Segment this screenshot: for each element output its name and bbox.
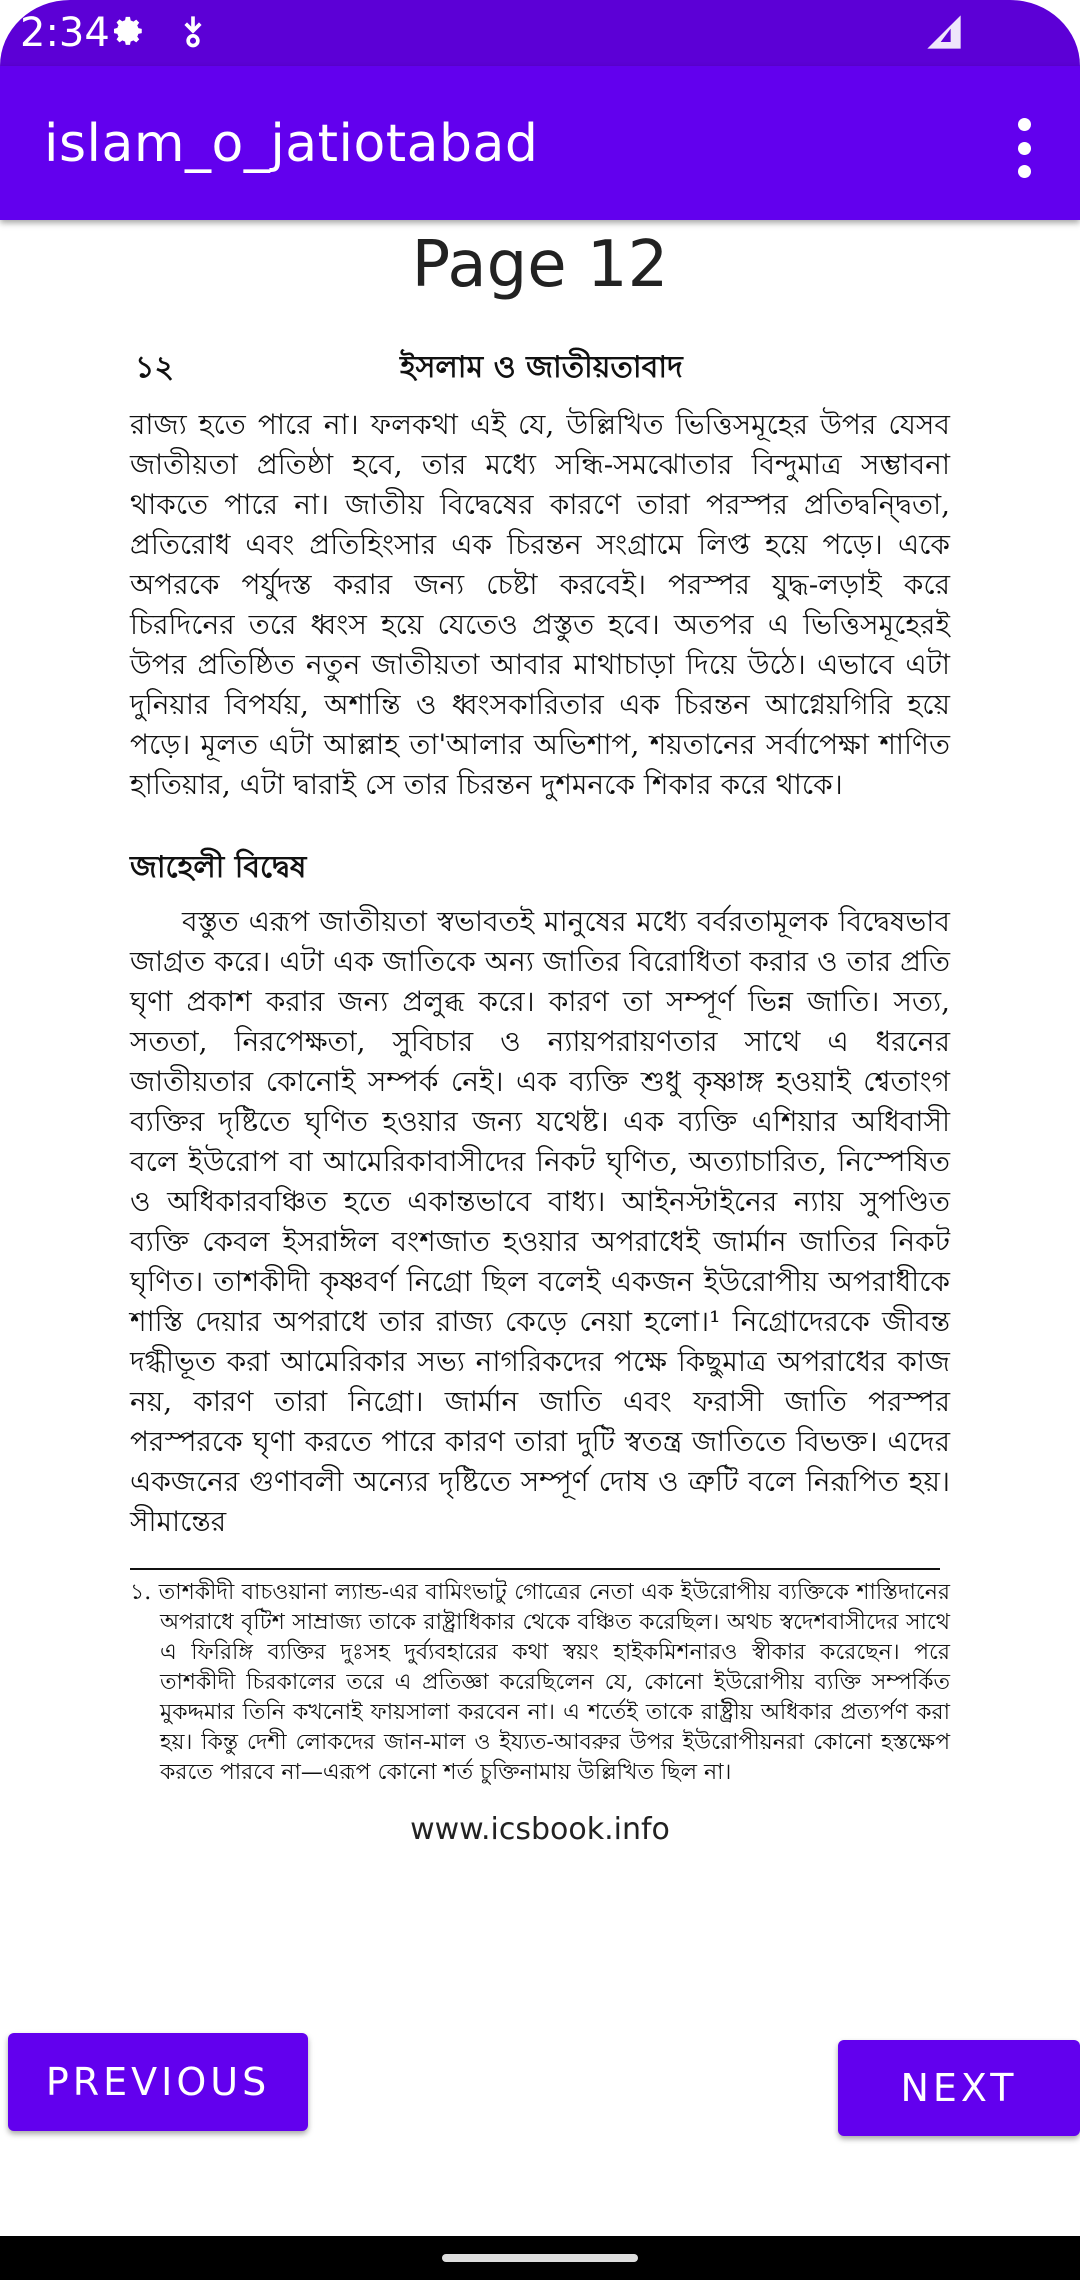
scan-header — [130, 335, 950, 385]
status-time: 2:34 — [20, 10, 110, 56]
next-button[interactable]: NEXT — [838, 2040, 1080, 2136]
app-bar — [0, 66, 1080, 220]
page-title: Page 12 — [411, 228, 669, 302]
paragraph-1: রাজ্য হতে পারে না। ফলকথা এই যে, উল্লিখিত ভিত্তিসমূহের উপর যেসব জাতীয়তা প্রতিষ্ঠা হবে, তার মধ্যে সন্ধি-সমঝোতার বিন্দুমাত্র সম্ভাবনা থাকতে পারে না। জাতীয় বিদ্বেষের কারণে তারা পরস্পর প্রতিদ্বন্দ্বিতা, প্রতিরোধ এবং প্রতিহিংসার এক চিরন্তন সংগ্রামে লিপ্ত হয়ে পড়ে। একে অপরকে পর্যুদস্ত করার জন্য চেষ্টা করবেই। পরস্পর যুদ্ধ-লড়াই করে চিরদিনের তরে ধ্বংস হয়ে যেতেও প্রস্তুত হবে। অতপর এ ভিত্তিসমূহেরই উপর প্রতিষ্ঠিত নতুন জাতীয়তা আবার মাথাচাড়া দিয়ে উঠে। এভাবে এটা দুনিয়ার বিপর্যয়, অশান্তি ও ধ্বংসকারিতার এক চিরন্তন আগ্নেয়গিরি হয়ে পড়ে। মূলত এটা আল্লাহ তা'আলার অভিশাপ, শয়তানের সর্বাপেক্ষা শাণিত হাতিয়ার, এটা দ্বারাই সে তার চিরন্তন দুশমনকে শিকার করে থাকে। — [130, 408, 950, 801]
paragraph-2: বস্তুত এরূপ জাতীয়তা স্বভাবতই মানুষের মধ্যে বর্বরতামূলক বিদ্বেষভাব জাগ্রত করে। এটা এক জাতিকে অন্য জাতির বিরোধিতা করার ও তার প্রতি ঘৃণা প্রকাশ করার জন্য প্রলুব্ধ করে। কারণ তা সম্পূর্ণ ভিন্ন জাতি। সত্য, সততা, নিরপেক্ষতা, সুবিচার ও ন্যায়পরায়ণতার সাথে এ ধরনের জাতীয়তার কোনোই সম্পর্ক নেই। এক ব্যক্তি শুধু কৃষ্ণাঙ্গ হওয়াই শ্বেতাংগ ব্যক্তির দৃষ্টিতে ঘৃণিত হওয়ার জন্য যথেষ্ট। এক ব্যক্তি এশিয়ার অধিবাসী বলে ইউরোপ বা আমেরিকাবাসীদের নিকট ঘৃণিত, অত্যাচারিত, নিস্পেষিত ও অধিকারবঞ্চিত হতে একান্তভাবে বাধ্য। আইনস্টাইনের ন্যায় সুপণ্ডিত ব্যক্তি কেবল ইসরাঈল বংশজাত হওয়ার অপরাধেই জার্মান জাতির নিকট ঘৃণিত। তাশকীদী কৃষ্ণবর্ণ নিগ্রো ছিল বলেই একজন ইউরোপীয় অপরাধীকে শাস্তি দেয়ার অপরাধে তার রাজ্য কেড়ে নেয়া হলো।¹ নিগ্রোদেরকে জীবন্ত দগ্ধীভূত করা আমেরিকার সভ্য নাগরিকদের পক্ষে কিছুমাত্র অপরাধের কাজ নয়, কারণ তারা নিগ্রো। জার্মান জাতি এবং ফরাসী জাতি পরস্পর পরস্পরকে ঘৃণা করতে পারে কারণ তারা দুটি স্বতন্ত্র জাতিতে বিভক্ত। এদের একজনের গুণাবলী অন্যের দৃষ্টিতে সম্পূর্ণ দোষ ও ত্রুটি বলে নিরূপিত হয়। সীমান্তের — [130, 905, 950, 1538]
book-page-number: ১২ — [135, 350, 174, 385]
more-vert-icon[interactable] — [994, 108, 1054, 188]
running-title: ইসলাম ও জাতীয়তাবাদ — [400, 350, 683, 385]
navigation-bar — [0, 2236, 1080, 2280]
section-heading: জাহেলী বিদ্বেষ — [130, 850, 307, 885]
signal-icon — [924, 12, 964, 56]
website-link: www.icsbook.info — [410, 1812, 670, 1847]
app-title: islam_o_jatiotabad — [44, 114, 539, 174]
status-bar — [0, 0, 1080, 66]
settings-gear-icon — [112, 14, 146, 52]
home-gesture-handle[interactable] — [442, 2254, 638, 2262]
download-status-icon — [178, 14, 208, 52]
scanned-book-page — [130, 335, 950, 1785]
footnote: ১. তাশকীদী বাচওয়ানা ল্যান্ড-এর বামিংভাটু গোত্রের নেতা এক ইউরোপীয় ব্যক্তিকে শাস্তিদানের অপরাধে বৃটিশ সাম্রাজ্য তাকে রাষ্ট্রাধিকার থেকে বঞ্চিত করেছিল। অথচ স্বদেশবাসীদের সাথে এ ফিরিঙ্গি ব্যক্তির দুঃসহ দুর্ব্যবহারের কথা স্বয়ং হাইকমিশনারও স্বীকার করেছেন। পরে তাশকীদী চিরকালের তরে এ প্রতিজ্ঞা করেছিলেন যে, কোনো ইউরোপীয় ব্যক্তি সম্পর্কিত মুকদ্দমার তিনি কখনোই ফায়সালা করবেন না। এ শর্তেই তাকে রাষ্ট্রীয় অধিকার প্রত্যর্পণ করা হয়। কিন্তু দেশী লোকদের জান-মাল ও ইয্যত-আবরুর উপর ইউরোপীয়নরা কোনো হস্তক্ষেপ করতে পারবে না—এরূপ কোনো শর্ত চুক্তিনামায় উল্লিখিত ছিল না। — [130, 1580, 950, 1785]
previous-button[interactable]: PREVIOUS — [8, 2033, 308, 2131]
footnote-divider — [130, 1568, 940, 1570]
